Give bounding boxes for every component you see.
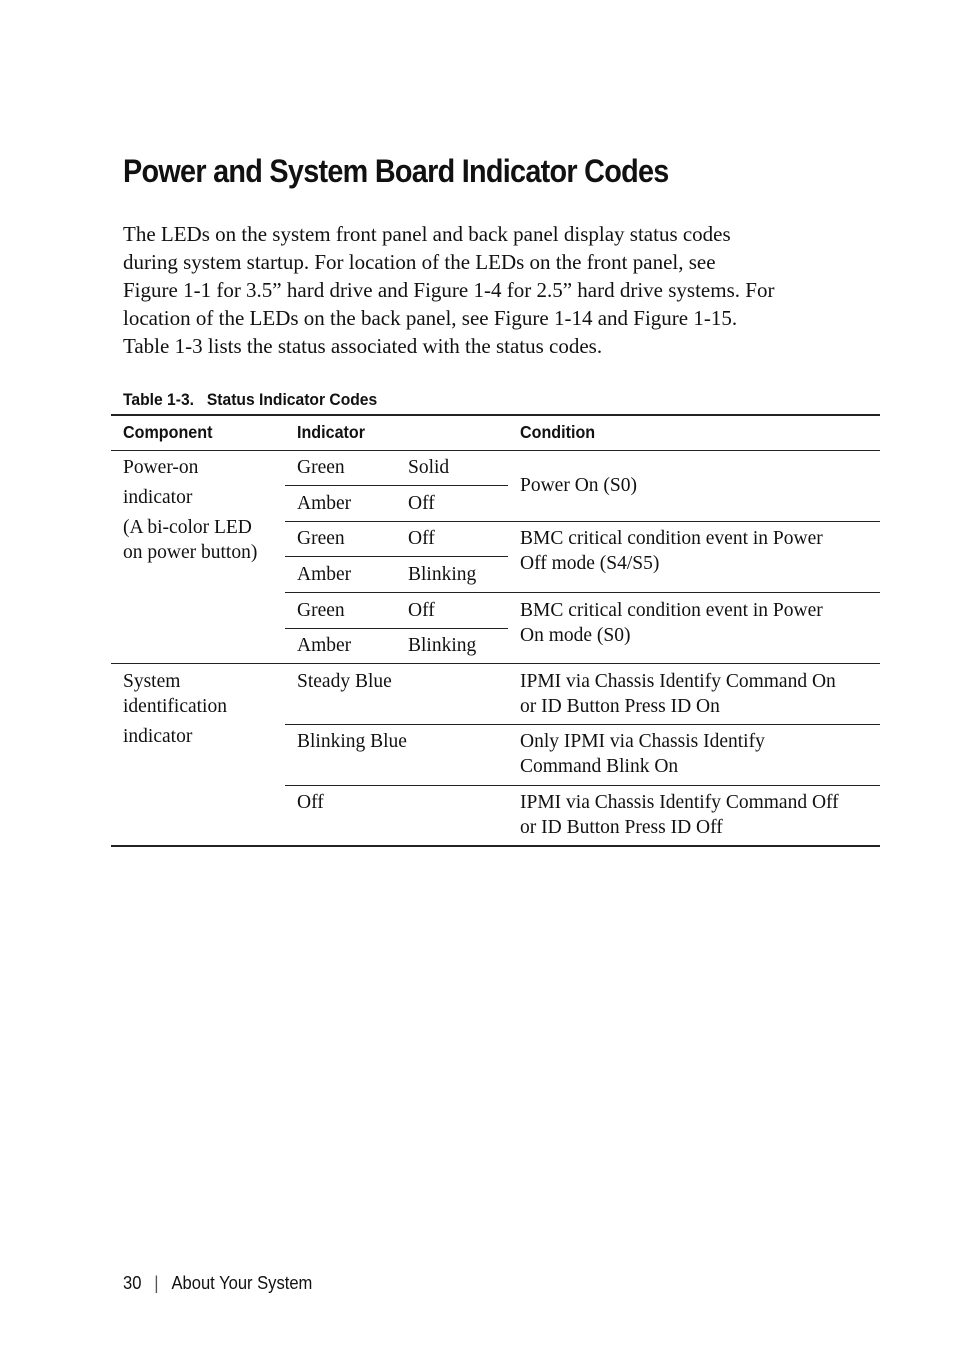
row-rule	[285, 724, 880, 725]
table-top-rule	[111, 414, 880, 416]
row-rule	[285, 485, 508, 486]
indicator-color: Amber	[297, 635, 352, 656]
page-number: 30	[123, 1273, 142, 1293]
condition-text: BMC critical condition event in Power	[520, 528, 823, 549]
row-rule	[285, 628, 508, 629]
intro-paragraph	[123, 220, 863, 360]
indicator-text: Steady Blue	[297, 671, 392, 692]
component-power-line: on power button)	[123, 542, 258, 563]
condition-text: Command Blink On	[520, 756, 679, 777]
component-system-id-line: indicator	[123, 726, 193, 747]
component-power-line: indicator	[123, 487, 193, 508]
page-title: Power and System Board Indicator Codes	[123, 153, 669, 189]
component-system-id-line: System	[123, 671, 181, 692]
indicator-state: Solid	[408, 457, 450, 478]
header-bottom-rule	[111, 450, 880, 451]
condition-text: IPMI via Chassis Identify Command On	[520, 671, 836, 692]
indicator-text: Blinking Blue	[297, 731, 407, 752]
indicator-state: Blinking	[408, 564, 477, 585]
condition-text: Off mode (S4/S5)	[520, 553, 660, 574]
header-component: Component	[123, 422, 213, 442]
intro-line: during system startup. For location of the LEDs on the front panel, see	[123, 250, 716, 274]
indicator-color: Green	[297, 457, 345, 478]
header-indicator: Indicator	[297, 422, 365, 442]
indicator-state: Off	[408, 493, 435, 514]
condition-text: Only IPMI via Chassis Identify	[520, 731, 765, 752]
indicator-state: Off	[408, 600, 435, 621]
table-bottom-rule	[111, 845, 880, 847]
row-rule	[285, 592, 880, 593]
condition-text: BMC critical condition event in Power	[520, 600, 823, 621]
page-footer	[123, 1273, 312, 1294]
component-power-line: Power-on	[123, 457, 199, 478]
header-condition: Condition	[520, 422, 596, 442]
group-rule	[111, 663, 880, 664]
status-indicator-table	[111, 414, 880, 848]
indicator-state: Blinking	[408, 635, 477, 656]
intro-line: Table 1-3 lists the status associated with the status codes.	[123, 334, 603, 358]
condition-text: Power On (S0)	[520, 475, 637, 496]
table-caption-title: Status Indicator Codes	[206, 390, 378, 409]
intro-line: Figure 1-1 for 3.5” hard drive and Figure 1-4 for 2.5” hard drive systems. For	[123, 278, 775, 302]
intro-line: The LEDs on the system front panel and back panel display status codes	[123, 222, 731, 246]
indicator-color: Green	[297, 600, 345, 621]
row-rule	[285, 521, 880, 522]
table-caption-number: Table 1-3.	[123, 390, 194, 409]
indicator-color: Green	[297, 528, 345, 549]
condition-text: On mode (S0)	[520, 625, 631, 646]
indicator-color: Amber	[297, 493, 352, 514]
intro-line: location of the LEDs on the back panel, see Figure 1-14 and Figure 1-15.	[123, 306, 738, 330]
condition-text: IPMI via Chassis Identify Command Off	[520, 792, 839, 813]
component-system-id-line: identification	[123, 696, 227, 717]
indicator-state: Off	[408, 528, 435, 549]
row-rule	[285, 556, 508, 557]
footer-section: About Your System	[171, 1273, 313, 1293]
component-power-line: (A bi-color LED	[123, 517, 252, 538]
condition-text: or ID Button Press ID Off	[520, 817, 723, 838]
row-rule	[285, 785, 880, 786]
footer-separator: |	[154, 1273, 159, 1293]
indicator-text: Off	[297, 792, 324, 813]
indicator-color: Amber	[297, 564, 352, 585]
table-caption	[123, 390, 377, 410]
condition-text: or ID Button Press ID On	[520, 696, 720, 717]
